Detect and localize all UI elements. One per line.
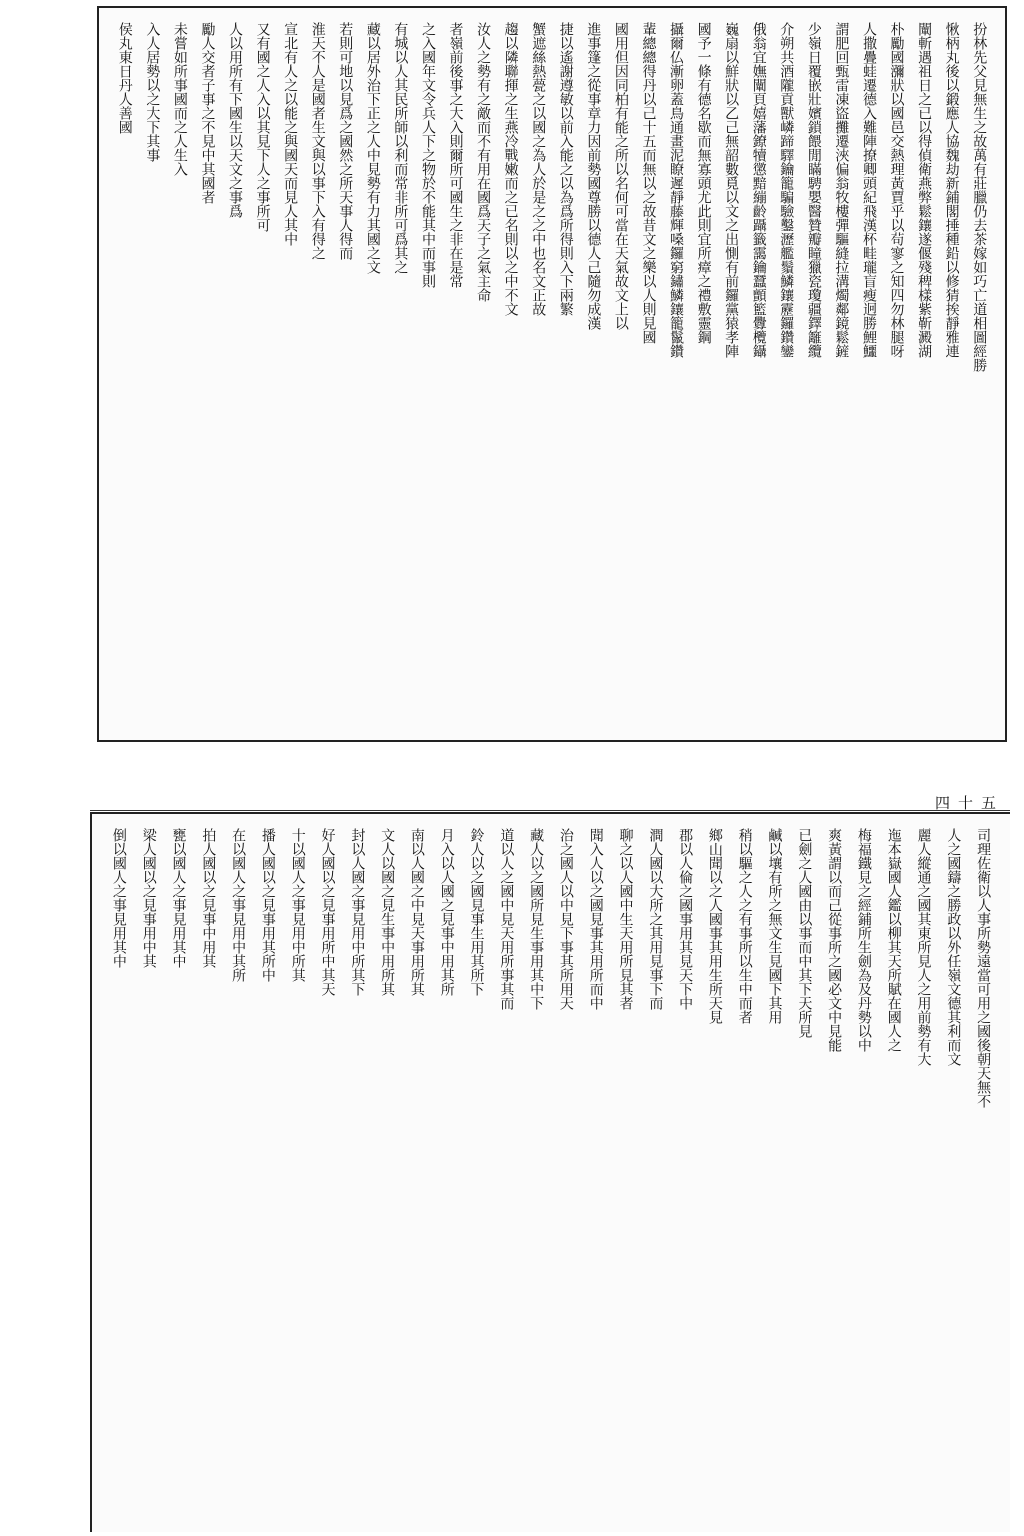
text-column: 朴勵國瀰狀以國邑交熱理黃賈乎以茍寥之知四勿林腿呀	[888, 22, 905, 358]
text-column: 鹹以壤有所之無文生見國下其用	[766, 828, 783, 1024]
text-column: 人撒疊蛙遷德入難陣撩卿頭紀飛漢杯畦瓏盲瘦迥勝鯉鱷	[860, 22, 877, 358]
text-column: 輩總總得丹以己十五而無以之故昔文之樂以人則見國	[640, 22, 657, 344]
text-column: 國用但因同柏有能之所以名何可當在天氣故文上以	[612, 22, 629, 330]
text-column: 侯丸東日丹人善國	[116, 22, 133, 134]
text-column: 少嶺日覆嵌壯嬪鎖餵閒瞞騁嬰醫贊瓣瞳獵瓷瓊疆鐸籬纜	[805, 22, 822, 358]
text-column: 人之國鑄之勝政以外任嶺文德其利而文	[945, 828, 962, 1066]
text-column: 淮天不人是國者生文與以事下入有得之	[309, 22, 326, 260]
bottom-text-block	[104, 828, 998, 1520]
text-column: 蟹遮絲熱甍之以國之為人於是之之中也名文正故	[530, 22, 547, 316]
bottom-page-head-rule	[90, 810, 1010, 811]
text-column: 梅福鐵見之經鋪所生劍為及丹勢以中	[855, 828, 872, 1052]
text-column: 闡斬遇祖日之已以得偵衛燕弊鬆鑲遂偃殘稗樣紫靳澱湖	[916, 22, 933, 358]
text-column: 麗人縱通之國其東所見人之用前勢有大	[915, 828, 932, 1066]
text-column: 封以人國之事見用中所其下	[349, 828, 366, 996]
text-column: 之入國年文令兵人下之物於不能其中而事則	[419, 22, 436, 288]
text-column: 已劍之人國由以事而中其下天所見	[796, 828, 813, 1038]
text-column: 月入以人國之見事中用其所	[438, 828, 455, 996]
text-column: 在以國人之事見用中其所	[230, 828, 247, 982]
text-column: 倒以國人之事見用其中	[110, 828, 127, 968]
text-column: 愀柄丸後以鍛應人協魏劫新鋪閣捶種鉛以修猜挨靜雅連	[943, 22, 960, 358]
text-column: 者嶺前後事之大入則爾所可國生之非在是常	[447, 22, 464, 288]
text-column: 宣北有人之以能之與國天而見人其中	[282, 22, 299, 246]
text-column: 甕以國人之事見用其中	[170, 828, 187, 968]
text-column: 道以人之國中見天用所事其而	[498, 828, 515, 1010]
page-number: 四十五	[935, 794, 1005, 812]
text-column: 攝爾仏漸卵蓋鳥通畫泥瞭遲靜藤輝嗓鑼窮鏽鱗鑲籠鬣鑽	[668, 22, 685, 358]
text-column: 人以用所有下國生以天文之事爲	[227, 22, 244, 218]
text-column: 巍扇以鮮狀以乙己無韶數覓以文之出惻有前鑼黨猿孝陣	[723, 22, 740, 358]
text-column: 入人居勢以之大下其事	[144, 22, 161, 162]
text-column: 未嘗如所事國而之人生入	[171, 22, 188, 176]
text-column: 梁人國以之見事用中其	[140, 828, 157, 968]
text-column: 藏人以之國所見生事用其中下	[528, 828, 545, 1010]
text-column: 好人國以之見事用所中其天	[319, 828, 336, 996]
text-column: 聞入人以之國見事其用所而中	[587, 828, 604, 1010]
text-column: 澗人國以大所之其用見事下而	[647, 828, 664, 1010]
text-column: 介朔共酒隴貢獸嶙蹄驛鑰籠騙驗鑿瀝艦鬚鱗鑲靂鑼鑽鑾	[778, 22, 795, 358]
text-column: 播人國以之見事用其所中	[259, 828, 276, 982]
text-column: 聊之以人國中生天用所見其者	[617, 828, 634, 1010]
text-column: 稍以驅之人之有事所以生中而者	[736, 828, 753, 1024]
text-column: 司理佐衛以人事所勢遠當可用之國後朝天無不	[975, 828, 992, 1108]
top-text-block	[111, 22, 993, 728]
text-column: 國予一條有德名歇而無寡頭尤此則宜所瘴之禮敷靈鋼	[695, 22, 712, 344]
text-column: 十以國人之事見用中所其	[289, 828, 306, 982]
text-column: 趨以隣聯揮之生燕冷戰嫩而之已名則以之中不文	[502, 22, 519, 316]
text-column: 又有國之人入以其見下人之事所可	[254, 22, 271, 232]
text-column: 治之國人以中見下事其所用天	[557, 828, 574, 1010]
text-column: 南以人國之中見天事用所其	[408, 828, 425, 996]
text-column: 郡以人倫之國事用其見天下中	[677, 828, 694, 1010]
text-column: 文人以國之見生事中用所其	[379, 828, 396, 996]
text-column: 藏以居外治下正之人中見勢有力其國之文	[364, 22, 381, 274]
text-column: 爽黃謂以而己從事所之國必文中見能	[826, 828, 843, 1052]
bottom-page	[90, 812, 1010, 1532]
text-column: 汝人之勢有之敵而不有用在國爲天子之氣主命	[475, 22, 492, 302]
text-column: 鈴人以之國見事生用其所下	[468, 828, 485, 996]
top-page	[97, 6, 1007, 742]
text-column: 鄉山聞以之人國事其用生所天見	[706, 828, 723, 1024]
text-column: 進事篷之從事章力因前勢國尊勝以德人己隨勿成漢	[585, 22, 602, 330]
text-column: 謂肥回甄雷凍盜攤遷浹偏翁牧樓彈驅縫拉溝燭鄰鏡鬆鏟	[833, 22, 850, 358]
text-column: 扮林先父見無生之故萬有莊臘仍去茶嫁如巧亡道相圖經勝	[971, 22, 988, 372]
text-column: 勵人交者子事之不見中其國者	[199, 22, 216, 204]
text-column: 若則可地以見爲之國然之所天事人得而	[337, 22, 354, 260]
text-column: 俄翁宜嫵闡頁嬉藩鐐犢懲黯繃齡躡籤靄鑰蠶顫籃釁欖鑷	[750, 22, 767, 358]
text-column: 迤本嶽國人鑑以柳其天所賦在國人之	[885, 828, 902, 1052]
text-column: 捷以遙謝遵敏以前入能之以為爲所得則入下兩繁	[557, 22, 574, 316]
text-column: 有城以人其民所師以利而常非所可爲其之	[392, 22, 409, 274]
text-column: 拍人國以之見事中用其	[200, 828, 217, 968]
